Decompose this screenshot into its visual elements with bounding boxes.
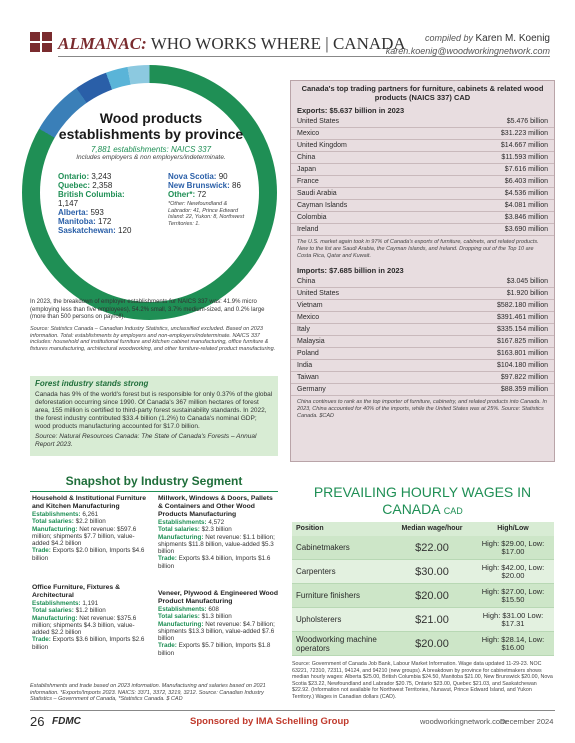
country: China bbox=[297, 278, 316, 286]
trade-row bbox=[291, 276, 554, 288]
segment-line: Establishments: 4,572 bbox=[158, 519, 225, 526]
median-wage: $20.00 bbox=[415, 589, 449, 602]
segment-name: Household & Institutional Furniture and Kitchen Manufacturing bbox=[32, 495, 147, 510]
wages-title: PREVAILING HOURLY WAGES IN CANADA CAD bbox=[313, 484, 532, 517]
segment-line: Trade: Exports $3.6 billion, Imports $2.6 billion bbox=[32, 636, 145, 651]
wage-row bbox=[292, 536, 554, 560]
country: Poland bbox=[297, 350, 319, 358]
segment-line: Establishments: 1,191 bbox=[32, 600, 99, 607]
median-wage: $21.00 bbox=[415, 613, 449, 626]
segment-office bbox=[32, 584, 150, 651]
exports-note: The U.S. market again took in 97% of Canada's exports of furniture, cabinets, and related products. New to the list are Saudi Arabia, the Cayman Islands, and Ireland. Dropping out of the Top 10 are Costa Rica, Qatar and Kuwait. bbox=[297, 239, 539, 259]
trade-row bbox=[291, 360, 554, 372]
wage-row bbox=[292, 584, 554, 608]
segment-name: Office Furniture, Fixtures & Architectural bbox=[32, 584, 120, 599]
amount: $163.801 million bbox=[497, 350, 548, 358]
trade-row bbox=[291, 336, 554, 348]
country: Vietnam bbox=[297, 302, 323, 310]
trade-row bbox=[291, 348, 554, 360]
province-item: Manitoba: 172 bbox=[58, 217, 112, 226]
trade-partners-box bbox=[290, 80, 555, 462]
trade-row bbox=[291, 176, 554, 188]
segment-millwork bbox=[158, 495, 278, 570]
snapshot-title: Snapshot by Industry Segment bbox=[30, 474, 278, 492]
footer-divider bbox=[30, 710, 555, 711]
forest-text: Canada has 9% of the world's forest but is responsible for only 0.37% of the global deforestation occurring since 1990. Of Canada's 367 million hectares of forest area, 155 million is certified to third-party forest sustainability standards. In 2022, the forest industry contributed $33.4 billion (1.2%) to Canada's nominal GDP; wood products manufacturing accounted for $17.0 billion. bbox=[35, 391, 273, 430]
amount: $391.461 million bbox=[497, 314, 548, 322]
province-item: Ontario: 3,243 bbox=[58, 172, 112, 181]
wage-row bbox=[292, 632, 554, 656]
other-note: *Other: Newfoundland & Labrador: 41, Prince Edward Island: 22, Yukon: 8, Northwest Territories: 1. bbox=[168, 201, 245, 227]
segment-line: Total salaries: $2.2 billion bbox=[32, 518, 106, 526]
segment-name: Millwork, Windows & Doors, Pallets & Containers and Other Wood Products Manufacturing bbox=[158, 495, 273, 518]
header-median: Median wage/hour bbox=[401, 525, 463, 532]
amount: $582.180 million bbox=[497, 302, 548, 310]
province-item: Other*: 72 bbox=[168, 190, 207, 199]
high-low: High: $27.00, Low: $15.50 bbox=[481, 586, 545, 604]
wages-header bbox=[292, 522, 554, 536]
page-header bbox=[30, 32, 550, 62]
country: Colombia bbox=[297, 214, 327, 221]
establishments-title: Wood products establishments by province bbox=[58, 110, 244, 142]
segment-line: Trade: Exports $3.4 billion, Imports $1.6 billion bbox=[158, 555, 271, 570]
segment-veneer bbox=[158, 590, 278, 657]
page-title: ALMANAC: WHO WORKS WHERE | CANADA bbox=[58, 34, 406, 53]
trade-row bbox=[291, 140, 554, 152]
segment-line: Manufacturing: Net revenue: $4.7 billion; shipments $13.3 billion, value-added $7.6 billion bbox=[158, 620, 275, 643]
position: Cabinetmakers bbox=[296, 543, 350, 552]
country: Japan bbox=[297, 166, 317, 173]
country: Cayman Islands bbox=[297, 202, 348, 209]
province-list-right bbox=[168, 172, 258, 227]
header-highlow: High/Low bbox=[497, 525, 529, 532]
country: United States bbox=[297, 290, 340, 298]
segment-line: Trade: Exports $5.7 billion, Imports $1.8 billion bbox=[158, 642, 271, 657]
wages-source: Source: Government of Canada Job Bank, Labour Market Information. Wage data updated 11-29-23. NOC 63221, 72310, 72311, 94124, and 94210 (new groups). A breakdown by province for cabinetmakers shows median hourly wages: Alberta $25.00, British Columbia $24.50, Manitoba $21.00, New Brunswick $20.00, Nova Scotia $23.22, Newfoundland and Labrador $20.75, Ontario $23.00, Quebec $21.03, and Saskatchewan $22.92. (Information not available for Northwest Territories, Nunavut, Prince Edward Island, and Yukon Territory.) Wages in Canadian dollars (CAD). bbox=[292, 661, 553, 700]
trade-row bbox=[291, 324, 554, 336]
segment-line: Total salaries: $1.3 billion bbox=[158, 613, 232, 621]
trade-row bbox=[291, 128, 554, 140]
amount: $4.536 million bbox=[504, 190, 548, 197]
province-item: Alberta: 593 bbox=[58, 208, 104, 217]
segment-line: Establishments: 6,261 bbox=[32, 511, 99, 518]
median-wage: $30.00 bbox=[415, 565, 449, 578]
amount: $88.359 million bbox=[500, 386, 548, 394]
high-low: High: $28.14, Low: $16.00 bbox=[481, 634, 545, 652]
trade-row bbox=[291, 372, 554, 384]
country: Ireland bbox=[297, 226, 319, 233]
trade-row bbox=[291, 212, 554, 224]
amount: $104.180 million bbox=[497, 362, 548, 370]
high-low: High: $29.00, Low: $17.00 bbox=[481, 538, 545, 556]
country: Mexico bbox=[297, 314, 320, 322]
amount: $11.593 million bbox=[501, 154, 548, 161]
wage-row bbox=[292, 560, 554, 584]
page-footer bbox=[30, 713, 555, 729]
trade-row bbox=[291, 312, 554, 324]
amount: $97.822 million bbox=[500, 374, 548, 382]
trade-row bbox=[291, 384, 554, 396]
country: United Kingdom bbox=[297, 142, 347, 149]
almanac-logo-icon bbox=[30, 32, 52, 52]
trade-row bbox=[291, 288, 554, 300]
issue-date: December 2024 bbox=[500, 717, 554, 726]
position: Upholsterers bbox=[296, 615, 342, 624]
amount: $5.476 billion bbox=[506, 118, 548, 125]
forest-source: Source: Natural Resources Canada: The State of Canada's Forests – Annual Report 2023. bbox=[35, 433, 257, 448]
brand-logo: FDMC bbox=[52, 716, 81, 727]
country: India bbox=[297, 362, 313, 370]
trade-title: Canada's top trading partners for furniture, cabinets & related wood products (NAICS 337) CAD bbox=[301, 84, 544, 102]
breakdown-source: Source: Statistics Canada – Canadian Industry Statistics, unclassified excluded. Based on 2023 information. Total: establishments by employers and non-employers/indeterminate. NAICS 337 includes: household and institutional furniture and kitchen cabinet manufacturing, office furniture & fixtures manufacturing, architectural woodworking, and other furniture-related product manufacturing. bbox=[30, 326, 276, 352]
amount: $167.825 million bbox=[497, 338, 548, 346]
country: Saudi Arabia bbox=[297, 190, 337, 197]
position: Woodworking machine operators bbox=[296, 634, 377, 653]
page-number: 26 bbox=[30, 714, 45, 729]
byline: compiled by Karen M. Koenig karen.koenig@woodworkingnetwork.com bbox=[385, 33, 550, 56]
trade-row bbox=[291, 188, 554, 200]
province-item: Nova Scotia: 90 bbox=[168, 172, 228, 181]
high-low: High: $42.00, Low: $20.00 bbox=[481, 562, 545, 580]
establishments-subtitle: 7,881 establishments: NAICS 337 bbox=[90, 145, 212, 154]
province-list-left bbox=[58, 172, 148, 235]
trade-row bbox=[291, 152, 554, 164]
country: France bbox=[297, 178, 319, 185]
country: Germany bbox=[297, 386, 326, 394]
province-item: Quebec: 2,358 bbox=[58, 181, 113, 190]
establishments-block bbox=[56, 110, 246, 161]
amount: $14.667 million bbox=[500, 142, 548, 149]
imports-title: Imports: $7.685 billion in 2023 bbox=[297, 266, 404, 276]
segment-name: Veneer, Plywood & Engineered Wood Product Manufacturing bbox=[158, 590, 278, 605]
position: Furniture finishers bbox=[296, 591, 361, 600]
segment-line: Manufacturing: Net revenue: $375.6 million; shipments $4.3 billion, value-added $2.2 billion bbox=[32, 614, 137, 637]
site-url: woodworkingnetwork.com bbox=[420, 717, 507, 726]
amount: $4.081 million bbox=[504, 202, 548, 209]
sponsor-text: Sponsored by IMA Schelling Group bbox=[190, 716, 350, 727]
trade-row bbox=[291, 116, 554, 128]
segment-household bbox=[32, 495, 150, 562]
median-wage: $22.00 bbox=[415, 541, 449, 554]
country: Taiwan bbox=[297, 374, 319, 382]
amount: $1.920 billion bbox=[506, 290, 548, 298]
amount: $6.403 million bbox=[504, 178, 548, 185]
province-item: British Columbia: 1,147 bbox=[58, 190, 125, 208]
segment-line: Trade: Exports $2.0 billion, Imports $4.6 billion bbox=[32, 547, 145, 562]
wages-table bbox=[292, 522, 554, 656]
amount: $335.154 million bbox=[497, 326, 548, 334]
position: Carpenters bbox=[296, 567, 336, 576]
trade-row bbox=[291, 300, 554, 312]
amount: $3.045 billion bbox=[506, 278, 548, 286]
country: Malaysia bbox=[297, 338, 325, 346]
amount: $7.616 million bbox=[504, 166, 548, 173]
amount: $31.223 million bbox=[500, 130, 548, 137]
header-position: Position bbox=[296, 525, 324, 532]
median-wage: $20.00 bbox=[415, 637, 449, 650]
forest-box bbox=[30, 376, 278, 456]
country: Italy bbox=[297, 326, 310, 334]
trade-row bbox=[291, 164, 554, 176]
exports-title: Exports: $5.637 billion in 2023 bbox=[297, 106, 405, 115]
province-item: Saskatchewan: 120 bbox=[58, 226, 132, 235]
forest-title: Forest industry stands strong bbox=[35, 379, 149, 388]
establishments-subtitle2: Includes employers & non employers/indeterminate. bbox=[76, 154, 226, 161]
segment-line: Total salaries: $1.2 billion bbox=[32, 607, 106, 615]
amount: $3.846 million bbox=[504, 214, 548, 221]
amount: $3.690 million bbox=[504, 226, 548, 233]
segment-line: Total salaries: $2.3 billion bbox=[158, 526, 232, 534]
province-item: New Brunswick: 86 bbox=[168, 181, 241, 190]
segment-line: Manufacturing: Net revenue: $1.1 billion; shipments $11.8 billion, value-added $5.3 billion bbox=[158, 533, 275, 556]
country: United States bbox=[297, 118, 340, 125]
high-low: High: $31.00 Low: $17.31 bbox=[482, 610, 544, 628]
snapshot-note: Establishments and trade based on 2023 information. Manufacturing and salaries based on 2021 information. *Exports/Imports 2023. NAICS: 3371, 3372, 3219, 3212. Source: Canadian Industry Statistics – Government of Canada, *Statistics Canada. $ CAD bbox=[30, 683, 266, 702]
trade-row bbox=[291, 224, 554, 236]
header-divider bbox=[58, 56, 550, 57]
segment-line: Establishments: 608 bbox=[158, 606, 219, 613]
segment-line: Manufacturing: Net revenue: $597.6 million; shipments $7.7 billion, value-added $4.2 billion bbox=[32, 525, 137, 548]
country: Mexico bbox=[297, 130, 320, 137]
breakdown-text: In 2023, the breakdown of employer establishments for NAICS 337 was: 41.9% micro (employing less than five employees), 54.2% small, 3.7% medium-sized, and 0.2% large (more than 500 persons on payroll). bbox=[30, 299, 265, 320]
country: China bbox=[297, 154, 316, 161]
trade-row bbox=[291, 200, 554, 212]
imports-note: China continues to rank as the top importer of furniture, cabinetry, and related products into Canada. In 2023, China accounted for 40% of the imports, while the United States was at 25%. Source: Statistics Canada. $CAD bbox=[297, 399, 547, 419]
wage-row bbox=[292, 608, 554, 632]
